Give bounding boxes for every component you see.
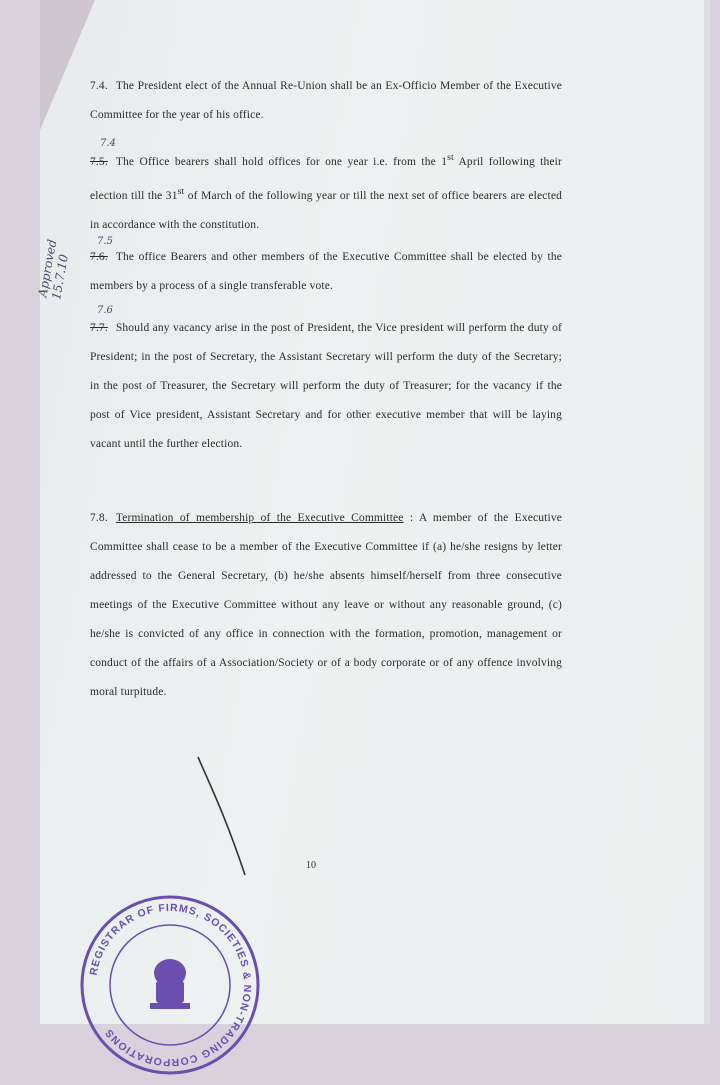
paragraph-number: 7.4. [90, 80, 108, 92]
stamp-text: REGISTRAR OF FIRMS, SOCIETIES & NON-TRADING CORPORATIONS [87, 901, 254, 1069]
corrected-number: 7.4 [100, 138, 116, 149]
paragraph-text: The President elect of the Annual Re-Union shall be an Ex-Officio Member of the Executive Committee for the year of his office. [90, 80, 562, 121]
emblem-icon [150, 959, 190, 1009]
paragraph-number: 7.7. [90, 322, 108, 334]
paragraph-text: The Office bearers shall hold offices for one year i.e. from the 1 [115, 155, 448, 168]
paragraph-7-5 [90, 143, 562, 240]
paragraph-number: 7.5. [90, 155, 108, 168]
official-stamp [70, 885, 270, 1085]
corrected-number: 7.6 [97, 305, 113, 316]
margin-note: Approved 15.7.10 [35, 238, 71, 301]
page-edge [704, 0, 710, 1024]
superscript: st [447, 152, 454, 163]
paragraph-number: 7.6. [90, 251, 108, 263]
paragraph-text: of March of the following year or till the next set of office bearers are elected in accordance with the constitution. [90, 189, 562, 231]
paragraph-text: : A member of the Executive Committee shall cease to be a member of the Executive Committee if (a) he/she resigns by letter addressed to the General Secretary, (b) he/she absents himself/herself from three consecutive meetings of the Executive Committee without any leave or without any reasonable ground, (c) he/she is convicted of any office in connection with the formation, promotion, management or conduct of the affairs of a Association/Society or of a body corporate or of any offence involving moral turpitude. [90, 512, 562, 698]
paragraph-text: Should any vacancy arise in the post of President, the Vice president will perform the duty of President; in the post of Secretary, the Assistant Secretary will perform the duty of the Secretary; in the post of Treasurer, the Secretary will perform the duty of Treasurer; for the vacancy if the post of Vice president, Assistant Secretary and for other executive member that will be laying vacant until the further election. [90, 322, 562, 450]
page-number: 10 [306, 860, 316, 871]
paragraph-text: The office Bearers and other members of the Executive Committee shall be elected by the members by a process of a single transferable vote. [90, 251, 562, 292]
paragraph-7-8 [90, 504, 562, 707]
pen-stroke [190, 755, 260, 885]
section-heading: Termination of membership of the Executive Committee [115, 512, 404, 524]
folded-corner [40, 0, 95, 130]
corrected-number: 7.5 [97, 236, 113, 247]
document-page [35, 0, 710, 1069]
paragraph-7-6 [90, 243, 562, 301]
paragraph-text: April following their election till the 31 [90, 155, 563, 202]
paragraph-7-4 [90, 72, 562, 130]
superscript: st [177, 185, 185, 197]
paragraph-7-7 [90, 314, 562, 459]
paragraph-number: 7.8. [90, 512, 108, 524]
